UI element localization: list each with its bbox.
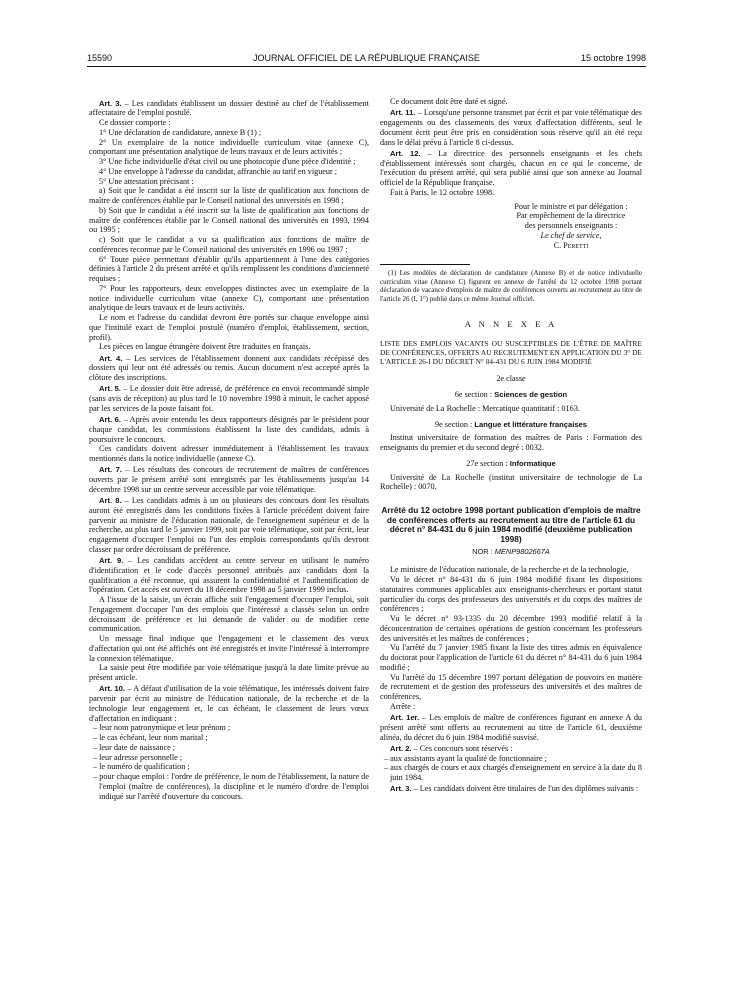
list-item: – pour chaque emploi : l'ordre de préférence, le nom de l'établissement, la nature de l'emploi (maître de conférences), la discipline et le numéro d'ordre de l'emploi indiqué sur l'arrêté d'ouverture du concours. (93, 772, 369, 801)
section-entry: Université de La Rochelle (institut universitaire de technologie de La Rochelle) : 0070. (380, 472, 642, 492)
left-paragraph (89, 313, 369, 342)
section-label: 6e section : (454, 390, 495, 400)
left-paragraph (89, 255, 369, 284)
left-paragraph (89, 465, 369, 494)
arrete-title: Arrêté du 12 octobre 1998 portant publication d'emplois de maître de conférences offerts au recrutement au titre de l'article 61 du décret n° 84-431 du 6 juin 1984 modifié (deuxième publication 1998) (381, 505, 641, 544)
section-title: Sciences de gestion (494, 390, 568, 400)
right-paragraph (380, 149, 642, 188)
section-title: Langue et littérature françaises (474, 419, 588, 429)
footnote-rule (380, 264, 470, 265)
art2-label: Art. 2. (390, 743, 412, 753)
header-rule (87, 66, 646, 67)
arrete-paragraph: Vu le décret n° 84-431 du 6 juin 1984 modifié fixant les dispositions statutaires communes applicables aux enseignants-chercheurs et portant statut particulier du corps des professeurs des universités et du corps des maîtres de conférences ; (380, 575, 642, 614)
paragraph-text: – A défaut d'utilisation de la voie télématique, les intéressés doivent faire parvenir par écrit au ministre de l'éducation nationale, de la recherche et de la technologie leur engagement et, le cas échéant, le classement de leurs vœux d'affectation en indiquant : (89, 684, 370, 723)
art3-label: Art. 3. (390, 784, 412, 794)
section-title: Informatique (509, 458, 556, 468)
left-column (89, 97, 369, 801)
arrete-art1 (380, 713, 642, 742)
paragraph-text: c) Soit que le candidat a vu sa qualification aux fonctions de maître de conférences reconnue par le Conseil national des universités en 1996 ou 1997 ; (89, 235, 369, 254)
left-paragraph (89, 206, 369, 235)
annexe-heading: LISTE DES EMPLOIS VACANTS OU SUSCEPTIBLES DE L'ÊTRE DE MAÎTRE DE CONFÉRENCES, OFFERTS AU RECRUTEMENT EN APPLICATION DU 3° DE L'ARTICLE 26-I DU DÉCRET N° 84-431 DU 6 JUIN 1984 MODIFIÉ (380, 339, 642, 367)
left-paragraph (89, 138, 369, 158)
right-column (380, 97, 642, 794)
arrete-paragraph: Vu l'arrêté du 15 décembre 1997 portant délégation de pouvoirs en matière de recrutement et de gestion des professeurs des universités et des maîtres de conférences, (380, 672, 642, 701)
left-paragraphs (89, 99, 369, 724)
list-item: – leur date de naissance ; (93, 742, 176, 752)
paragraph-text: – La directrice des personnels enseignants et les chefs d'établissement intéressés sont chargés, chacun en ce qui le concerne, de l'exécution du présent arrêté, qui sera publié ainsi que son annexe au Journal officiel de la République française. (380, 148, 643, 187)
article-label: Art. 9. (99, 556, 124, 565)
right-paragraph (380, 188, 642, 198)
art1-text: – Les emplois de maître de conférences figurant en annexe A du présent arrêté sont offerts au recrutement au titre de l'article 61, deuxième alinéa, du décret du 6 juin 1984 modifié susvisé. (380, 713, 643, 742)
right-paragraph (380, 97, 642, 107)
left-paragraph (89, 556, 369, 595)
paragraph-text: – Les candidats accèdent au centre serveur en utilisant le numéro d'identification et le code d'accès personnel attribués aux candidats dont la qualification a été reconnue, qui assurent la confidentialité et l'authentification de l'opération. Cet accès est ouvert du 18 décembre 1998 au 5 janvier 1999 inclus. (89, 556, 369, 595)
page-number: 15590 (87, 53, 113, 63)
signature-line: Pour le ministre et par délégation : (514, 201, 628, 211)
left-paragraph (89, 167, 369, 177)
art1-label: Art. 1er. (390, 713, 420, 722)
nor-label: NOR : (472, 546, 495, 556)
left-paragraph (89, 342, 369, 352)
paragraph-text: – Les candidats établissent un dossier destiné au chef de l'établissement affectataire de l'emploi postulé. (89, 98, 369, 118)
art2-text: – Ces concours sont réservés : (411, 743, 513, 753)
section-heading (380, 459, 642, 469)
page-header (87, 53, 646, 67)
arrete-paragraph: Vu l'arrêté du 7 janvier 1985 fixant la liste des titres admis en équivalence du doctorat pour l'application de l'article 61 du décret n° 84-431 du 6 juin 1984 modifié ; (380, 643, 642, 672)
issue-date: 15 octobre 1998 (580, 53, 646, 63)
section-label: 9e section : (434, 419, 475, 429)
paragraph-text: 5° Une attestation précisant : (99, 176, 194, 186)
paragraph-text: – Après avoir entendu les deux rapporteurs désignés par le président pour chaque candidat, les commissions établissent la liste des candidats, admis à poursuivre le concours. (89, 415, 369, 444)
list-item: – le numéro de qualification ; (93, 762, 190, 772)
left-paragraph (89, 99, 369, 119)
paragraph-text: 7° Pour les rapporteurs, deux enveloppes distinctes avec un exemplaire de la notice individuelle curriculum vitae (annexe C), comportant une présentation analytique de leurs travaux et de leurs activités. (89, 283, 369, 313)
section-heading (380, 390, 642, 400)
article-label: Art. 11. (390, 108, 416, 118)
signature-line: Le chef de service, (540, 230, 602, 240)
left-paragraph (89, 634, 369, 663)
article-label: Art. 8. (99, 496, 122, 505)
signature-line: C. Peretti (553, 240, 589, 250)
article-label: Art. 12. (390, 148, 421, 158)
paragraph-text: Le nom et l'adresse du candidat devront être portés sur chaque enveloppe ainsi que l'intitulé exact de l'emploi postulé (numéro d'emploi, établissement, section, profil). (89, 313, 369, 342)
article-label: Art. 7. (99, 465, 122, 475)
signature-line: des personnels enseignants : (524, 221, 618, 230)
paragraph-text: 1° Une déclaration de candidature, annexe B (1) ; (99, 127, 262, 137)
left-list (89, 723, 369, 801)
signature-block (380, 202, 642, 251)
nor-line (380, 547, 642, 557)
paragraph-text: 3° Une fiche individuelle d'état civil ou une photocopie d'une pièce d'identité ; (99, 157, 356, 166)
signature-line: Par empêchement de la directrice (516, 211, 626, 221)
arrete-art3 (380, 784, 642, 794)
paragraph-text: Fait à Paris, le 12 octobre 1998. (390, 187, 495, 197)
section-entry: Université de La Rochelle : Mercatique quantitatif : 0163. (390, 403, 580, 413)
left-paragraph (89, 384, 369, 413)
left-paragraph (89, 684, 369, 723)
left-paragraph (89, 354, 369, 383)
list-item: – leur adresse personnelle ; (93, 752, 183, 762)
section-heading (380, 420, 642, 430)
paragraph-text: b) Soit que le candidat a été inscrit sur la liste de qualification aux fonctions de maître de conférences établie par le Conseil national des universités en 1993, 1994 ou 1995 ; (89, 205, 369, 235)
paragraph-text: A l'issue de la saisie, un écran affiche soit l'engagement d'occuper l'emploi, soit l'engagement d'occuper l'un des emplois que l'intéressé a classés selon un ordre décroissant de préférence et lui demande de valider ou de modifier cette communication. (89, 595, 369, 634)
article-label: Art. 6. (99, 415, 121, 424)
paragraph-text: – Les services de l'établissement donnent aux candidats récépissé des dossiers qui leur ont été adressés ou remis. Aucun document n'est accepté après la clôture des inscriptions. (89, 353, 369, 382)
arrete-paragraph: Le ministre de l'éducation nationale, de la recherche et de la technologie, (390, 565, 629, 575)
list-item: – leur nom patronymique et leur prénom ; (93, 723, 231, 733)
right-top-paragraphs (380, 97, 642, 198)
article-label: Art. 10. (99, 684, 126, 694)
left-paragraph (89, 284, 369, 313)
footnote: (1) Les modèles de déclaration de candidature (Annexe B) et de notice individuelle curriculum vitae (Annexe C) figurent en annexe de l'arrêté du 12 octobre 1998 portant déclaration de vacance d'emplois de maître de conférences ouverts au recrutement au titre de l'article 26 (I, 1°) publié dans ce même Journal officiel. (380, 269, 642, 304)
paragraph-text: Un message final indique que l'engagement et le classement des vœux d'affectation qui ont été affichés ont été enregistrés et invite l'intéressé à interrompre la connexion télématique. (89, 634, 369, 663)
art3-text: – Les candidats doivent être titulaires de l'un des diplômes suivants : (411, 784, 639, 794)
paragraph-text: – Lorsqu'une personne transmet par écrit et par voie télématique des engagements ou des classements des vœux d'affectation différents, seul le document écrit peut être pris en considération sous réserve qu'il ait été reçu dans le délai prévu à l'article 8 ci-dessus. (380, 108, 642, 147)
nor-value: MENP9802667A (494, 546, 550, 556)
left-paragraph (89, 128, 369, 138)
left-paragraph (89, 157, 369, 167)
arrete-paragraphs (380, 565, 642, 711)
paragraph-text: 6° Toute pièce permettant d'établir qu'ils appartiennent à l'une des catégories définies à l'article 2 du présent arrêté et qu'ils remplissent les conditions d'ancienneté requises ; (89, 254, 369, 283)
section-entry: Institut universitaire de formation des maîtres de Paris : Formation des enseignants du premier et du second degré : 0032. (380, 433, 642, 453)
left-paragraph (89, 235, 369, 255)
paragraph-text: Ce dossier comporte : (99, 118, 171, 127)
paragraph-text: – Les résultats des concours de recrutement de maîtres de conférences ouverts par le présent arrêté sont enregistrés par les établissements jusqu'au 14 décembre 1998 sur un centre serveur accessible par voie télématique. (89, 465, 369, 494)
annexe-title: A N N E X E A (464, 318, 558, 329)
left-paragraph (89, 663, 369, 683)
left-paragraph (89, 444, 369, 464)
article-label: Art. 4. (99, 353, 123, 363)
list-item: – aux assistants ayant la qualité de fonctionnaire ; (384, 753, 547, 763)
left-paragraph (89, 118, 369, 128)
art2-list (380, 754, 642, 783)
left-paragraph (89, 496, 369, 555)
arrete-paragraph: Vu le décret n° 93-1335 du 20 décembre 1993 modifié relatif à la déconcentration de certaines opérations de gestion concernant les professeurs des universités et les maîtres de conférences ; (380, 614, 642, 643)
article-label: Art. 5. (99, 384, 121, 394)
paragraph-text: a) Soit que le candidat a été inscrit sur la liste de qualification aux fonctions de maître de conférences établie par le Conseil national des universités en 1998 ; (89, 186, 369, 205)
article-label: Art. 3. (99, 98, 122, 108)
right-paragraph (380, 108, 642, 147)
left-paragraph (89, 415, 369, 444)
arrete-art2 (380, 744, 642, 754)
paragraph-text: La saisie peut être modifiée par voie télématique jusqu'à la date limite prévue au présent article. (89, 663, 369, 682)
list-item: – le cas échéant, leur nom marital ; (93, 733, 208, 742)
paragraph-text: – Le dossier doit être adressé, de préférence en envoi recommandé simple (sans avis de réception) au plus tard le 10 novembre 1998 à minuit, le cachet apposé par les services de la poste faisant foi. (89, 384, 369, 413)
left-paragraph (89, 595, 369, 634)
left-paragraph (89, 177, 369, 187)
paragraph-text: Les pièces en langue étrangère doivent être traduites en français. (99, 342, 311, 352)
paragraph-text: Ces candidats doivent adresser immédiatement à l'établissement les travaux mentionnés dans la notice individuelle (annexe C). (89, 444, 369, 463)
journal-title: JOURNAL OFFICIEL DE LA RÉPUBLIQUE FRANÇAISE (253, 53, 480, 63)
left-paragraph (89, 186, 369, 206)
paragraph-text: – Les candidats admis à un ou plusieurs des concours dont les résultats auront été enregistrés dans les conditions fixées à l'article précédent doivent faire parvenir au ministre de l'éducation nationale, de l'enseignement supérieur et de la recherche, au plus tard le 5 janvier 1999, soit par voie télématique, soit par écrit, leur engagement d'occuper l'emploi ou l'un des emplois correspondants qu'ils devront classer par ordre décroissant de préférence. (89, 496, 369, 554)
paragraph-text: 4° Une enveloppe à l'adresse du candidat, affranchie au tarif en vigueur ; (99, 166, 338, 176)
annexe-sections (380, 390, 642, 492)
arrete-paragraph: Arrête : (390, 701, 416, 711)
annexe-classe: 2e classe (496, 374, 526, 384)
paragraph-text: Ce document doit être daté et signé. (390, 97, 508, 106)
section-label: 27e section : (466, 458, 510, 468)
paragraph-text: 2° Un exemplaire de la notice individuelle curriculum vitae (annexe C), comportant une présentation analytique de leurs travaux et de leurs activités ; (89, 137, 369, 157)
list-item: – aux chargés de cours et aux chargés d'enseignement en service à la date du 8 juin 1984. (384, 763, 642, 782)
